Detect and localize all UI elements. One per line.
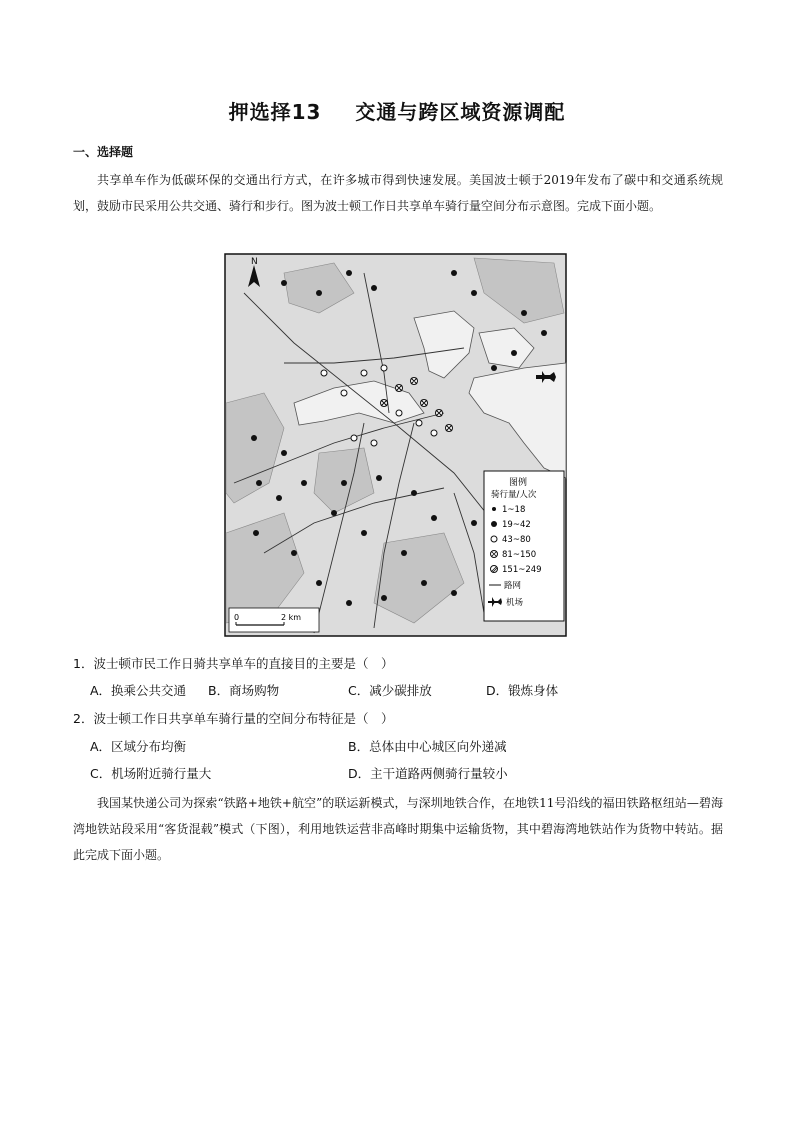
- q1-option-d: D．锻炼身体: [486, 683, 559, 698]
- legend-symbol-4: [491, 551, 498, 558]
- intro-paragraph: 共享单车作为低碳环保的交通出行方式，在许多城市得到快速发展。美国波士顿于2019年发布了碳中和交通系统规划，鼓励市民采用公共交通、骑行和步行。图为波士顿工作日共享单车骑行量空间分布示意图。完成下面小题。: [73, 173, 723, 213]
- legend-item-2: 19~42: [502, 520, 531, 530]
- legend: [484, 471, 564, 621]
- title-part1: 押选择13: [228, 100, 322, 124]
- q2-option-a: A．区域分布均衡: [90, 739, 187, 754]
- page-title: [0, 96, 794, 125]
- bike-distribution-map: [224, 253, 567, 637]
- legend-item-5: 151~249: [502, 565, 542, 575]
- legend-road: 路网: [504, 581, 522, 591]
- legend-symbol-2: [491, 521, 497, 527]
- q2-option-c: C．机场附近骑行量大: [90, 766, 212, 781]
- q1-option-b: B．商场购物: [208, 683, 280, 698]
- scale-zero: 0: [234, 613, 240, 622]
- section-heading: 一、选择题: [73, 145, 134, 159]
- legend-symbol-5: [491, 566, 498, 573]
- legend-item-3: 43~80: [502, 535, 531, 545]
- question-1-stem: 1．波士顿市民工作日骑共享单车的直接目的主要是（ ）: [73, 656, 394, 671]
- legend-symbol-1: [492, 507, 496, 511]
- q2-option-b: B．总体由中心城区向外递减: [348, 739, 507, 754]
- legend-subtitle: 骑行量/人次: [491, 490, 537, 500]
- legend-symbol-3: [491, 536, 497, 542]
- passage-2-paragraph: 我国某快递公司为探索“铁路+地铁+航空”的联运新模式，与深圳地铁合作，在地铁11号沿线的福田铁路枢纽站—碧海湾地铁站段采用“客货混载”模式（下图），利用地铁运营非高峰时期集中运输货物，其中碧海湾地铁站作为货物中转站。据此完成下面小题。: [73, 796, 723, 862]
- title-part2: 交通与跨区域资源调配: [355, 100, 566, 124]
- legend-title: 图例: [509, 478, 528, 488]
- question-2-stem: 2．波士顿工作日共享单车骑行量的空间分布特征是（ ）: [73, 711, 394, 726]
- legend-airport: 机场: [506, 598, 524, 608]
- q1-option-a: A．换乘公共交通: [90, 683, 187, 698]
- scale-bar: [229, 608, 319, 632]
- scale-distance: 2 km: [281, 613, 302, 622]
- q1-option-c: C．减少碳排放: [348, 683, 432, 698]
- q2-option-d: D．主干道路两侧骑行量较小: [348, 766, 508, 781]
- north-label: N: [251, 257, 258, 267]
- legend-item-4: 81~150: [502, 550, 537, 560]
- legend-item-1: 1~18: [502, 505, 526, 515]
